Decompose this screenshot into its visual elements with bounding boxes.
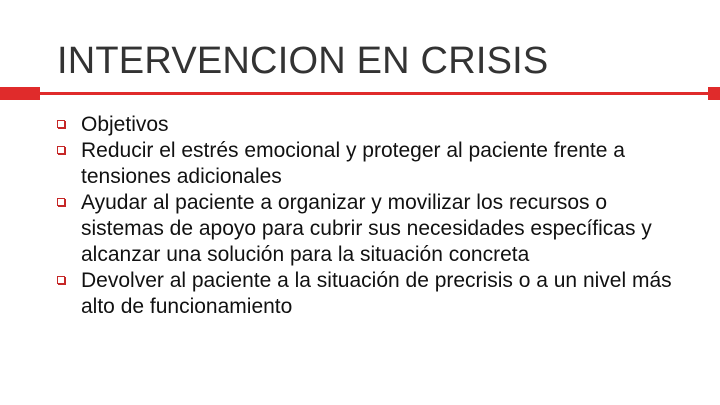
title-divider-accent bbox=[0, 87, 40, 100]
list-item bbox=[57, 112, 687, 138]
square-bullet-icon bbox=[57, 276, 65, 284]
square-bullet-icon bbox=[57, 198, 65, 206]
bullet-text: Devolver al paciente a la situación de precrisis o a un nivel más alto de funcionamiento bbox=[81, 269, 672, 318]
bullet-text: Ayudar al paciente a organizar y movilizar los recursos o sistemas de apoyo para cubrir sus necesidades específicas y alcanzar una solución para la situación concreta bbox=[81, 191, 652, 266]
list-item bbox=[57, 138, 687, 190]
bullet-list bbox=[57, 112, 687, 320]
title-divider-line bbox=[40, 92, 708, 95]
title-divider-end bbox=[708, 87, 720, 100]
list-item bbox=[57, 190, 687, 268]
list-item bbox=[57, 268, 687, 320]
square-bullet-icon bbox=[57, 120, 65, 128]
slide-title: INTERVENCION EN CRISIS bbox=[57, 40, 549, 82]
bullet-text: Objetivos bbox=[81, 113, 169, 136]
bullet-text: Reducir el estrés emocional y proteger al paciente frente a tensiones adicionales bbox=[81, 139, 625, 188]
square-bullet-icon bbox=[57, 146, 65, 154]
